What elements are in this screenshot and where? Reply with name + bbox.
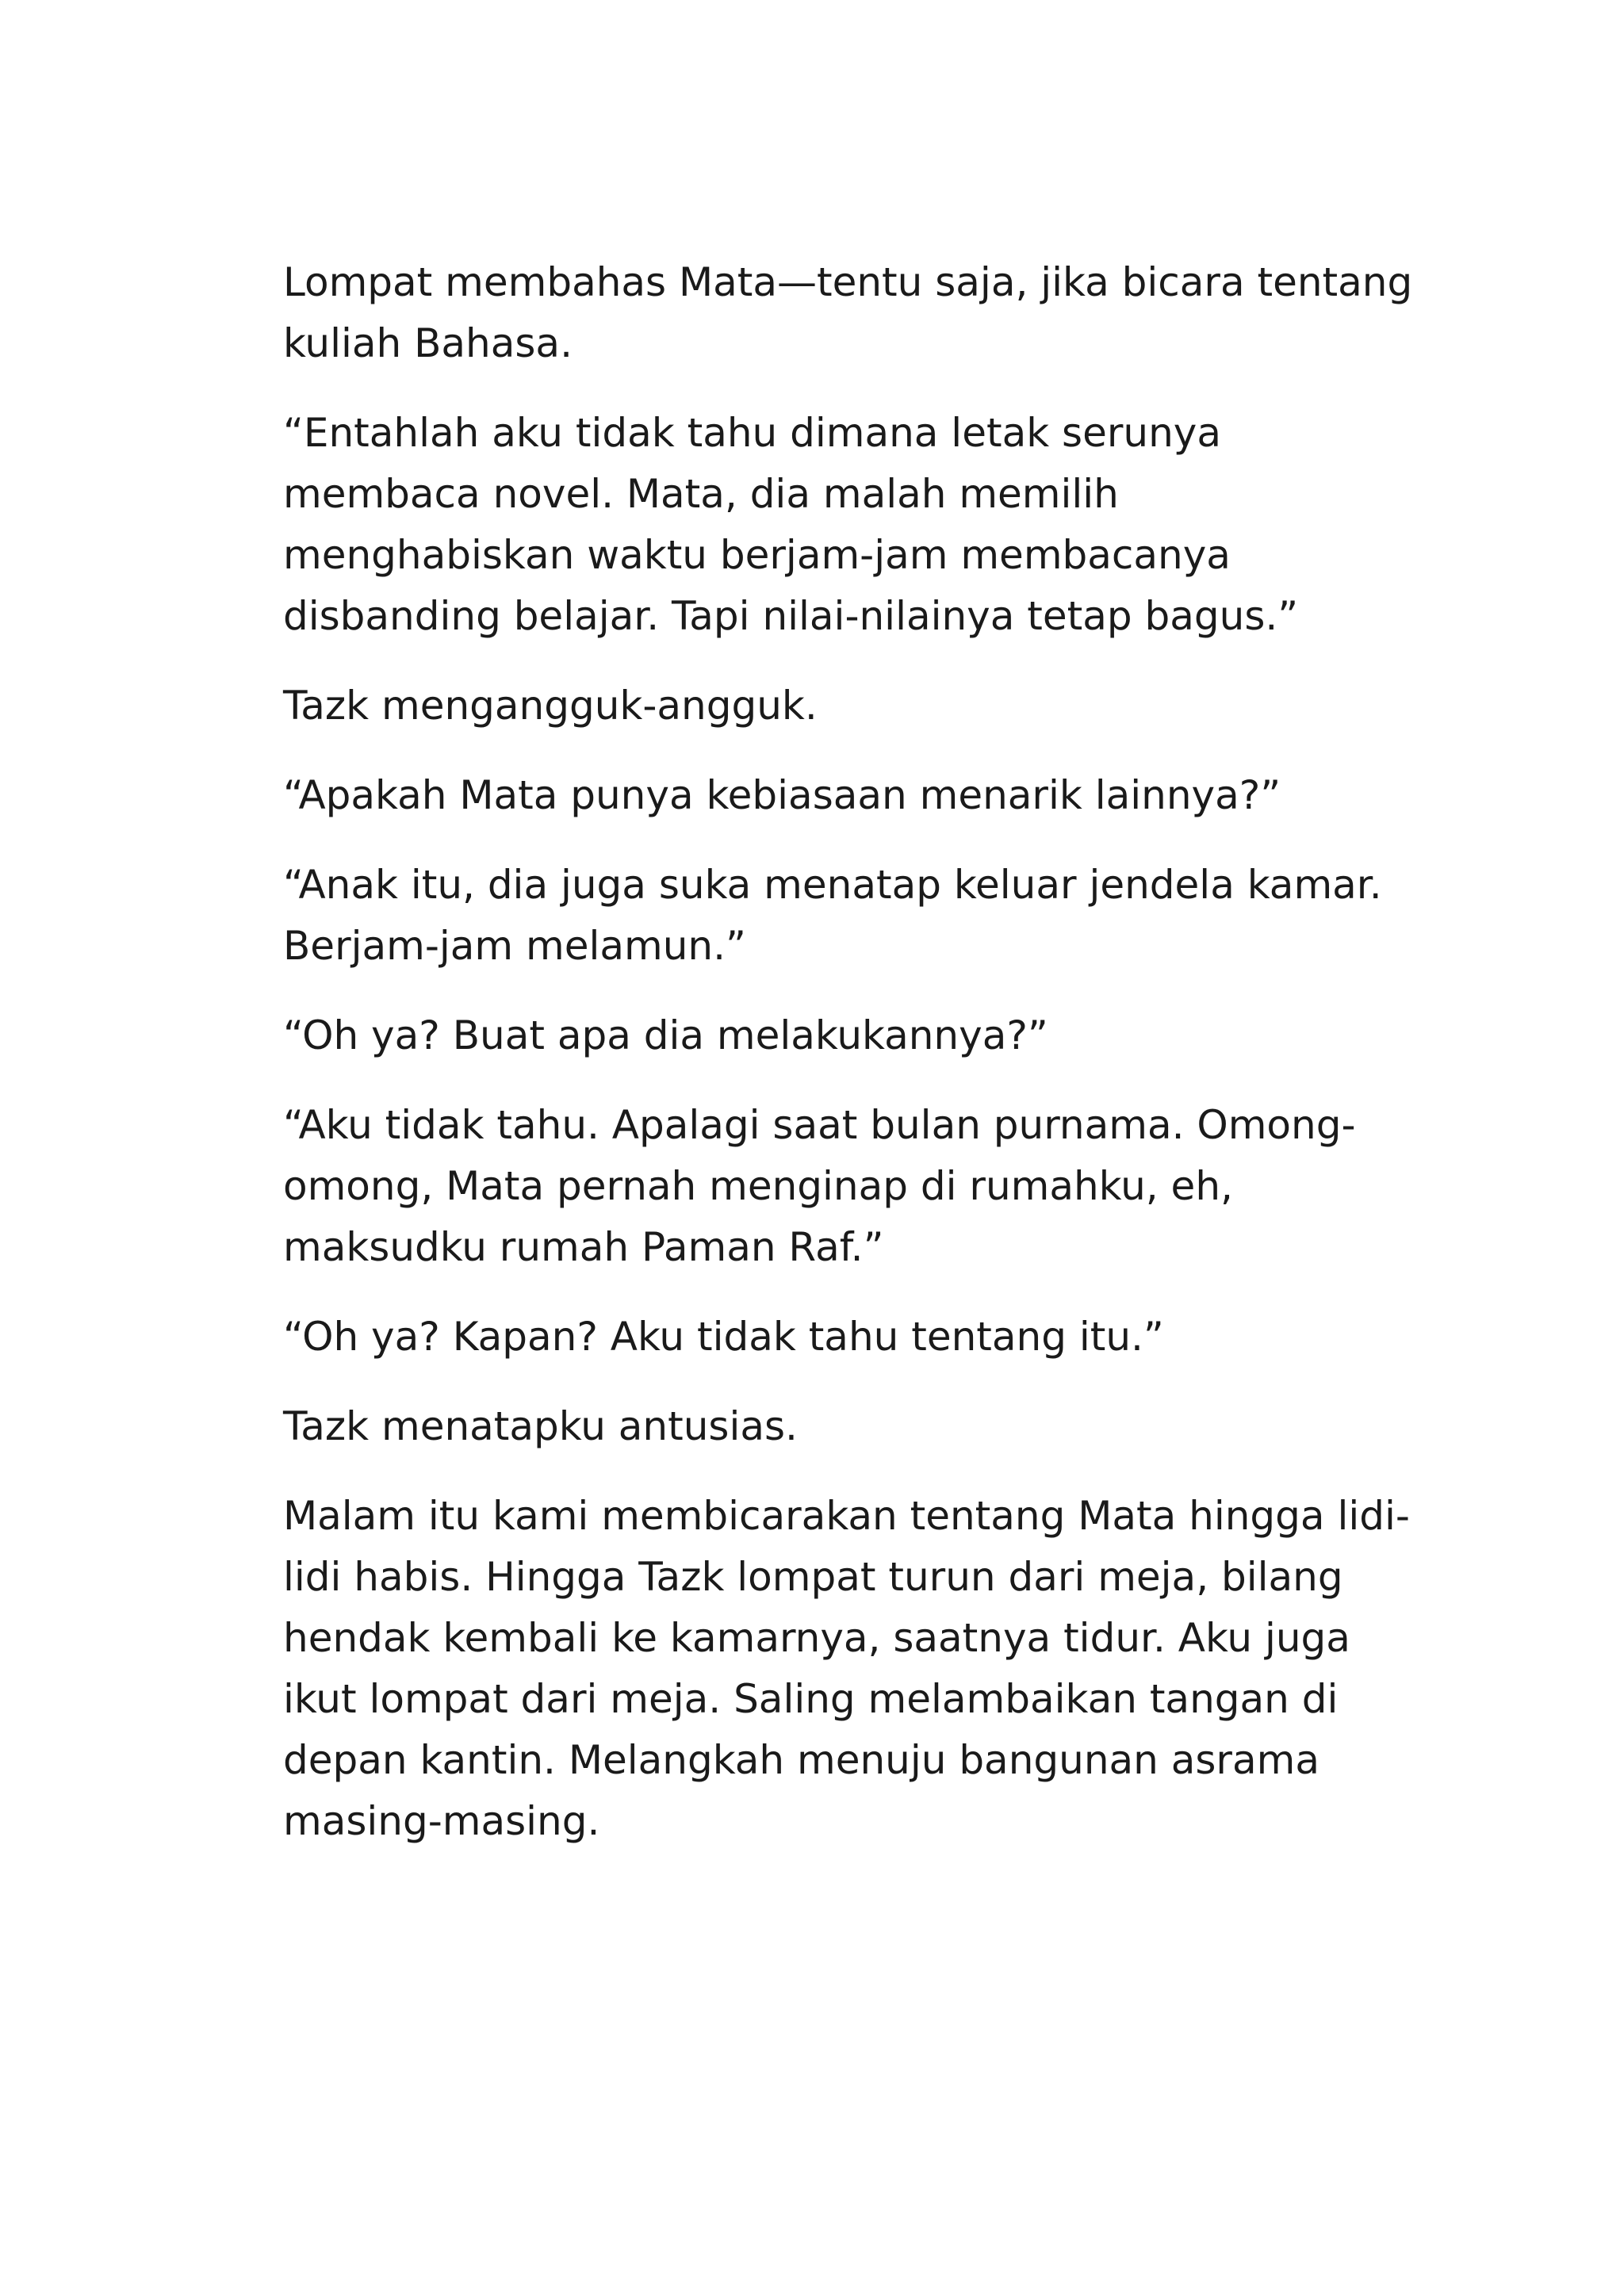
paragraph-7 (283, 1095, 1385, 1278)
text-line: lidi habis. Hingga Tazk lompat turun dari meja, bilang (283, 1554, 1343, 1600)
text-line: Tazk menatapku antusias. (283, 1403, 798, 1449)
text-line: kuliah Bahasa. (283, 320, 573, 366)
text-line: “Oh ya? Buat apa dia melakukannya?” (283, 1012, 1048, 1058)
paragraph-3 (283, 675, 1385, 737)
paragraph-9 (283, 1396, 1385, 1457)
text-line: menghabiskan waktu berjam-jam membacanya (283, 532, 1231, 578)
paragraph-8 (283, 1307, 1385, 1368)
text-line: “Apakah Mata punya kebiasaan menarik lainnya?” (283, 772, 1281, 818)
text-line: hendak kembali ke kamarnya, saatnya tidur. Aku juga (283, 1615, 1350, 1661)
text-line: ikut lompat dari meja. Saling melambaikan tangan di (283, 1676, 1339, 1722)
text-line: omong, Mata pernah menginap di rumahku, eh, (283, 1163, 1233, 1209)
paragraph-5 (283, 855, 1385, 977)
paragraph-1 (283, 252, 1413, 374)
text-line: “Aku tidak tahu. Apalagi saat bulan purnama. Omong- (283, 1102, 1356, 1148)
text-line: depan kantin. Melangkah menuju bangunan asrama (283, 1737, 1320, 1783)
text-line: maksudku rumah Paman Raf.” (283, 1224, 884, 1270)
paragraph-10 (283, 1486, 1410, 1852)
text-line: Berjam-jam melamun.” (283, 923, 746, 969)
text-line: membaca novel. Mata, dia malah memilih (283, 471, 1119, 517)
document-body (283, 252, 1413, 1881)
text-line: “Entahlah aku tidak tahu dimana letak serunya (283, 410, 1222, 456)
text-line: disbanding belajar. Tapi nilai-nilainya tetap bagus.” (283, 593, 1299, 639)
paragraph-4 (283, 765, 1385, 826)
text-line: “Oh ya? Kapan? Aku tidak tahu tentang itu.” (283, 1314, 1164, 1360)
paragraph-6 (283, 1005, 1385, 1066)
text-line: Tazk mengangguk-angguk. (283, 683, 818, 729)
text-line: masing-masing. (283, 1798, 600, 1844)
text-line: “Anak itu, dia juga suka menatap keluar jendela kamar. (283, 862, 1382, 908)
paragraph-2 (283, 403, 1385, 647)
text-line: Lompat membahas Mata—tentu saja, jika bicara tentang (283, 259, 1413, 305)
text-line: Malam itu kami membicarakan tentang Mata hingga lidi- (283, 1493, 1410, 1539)
